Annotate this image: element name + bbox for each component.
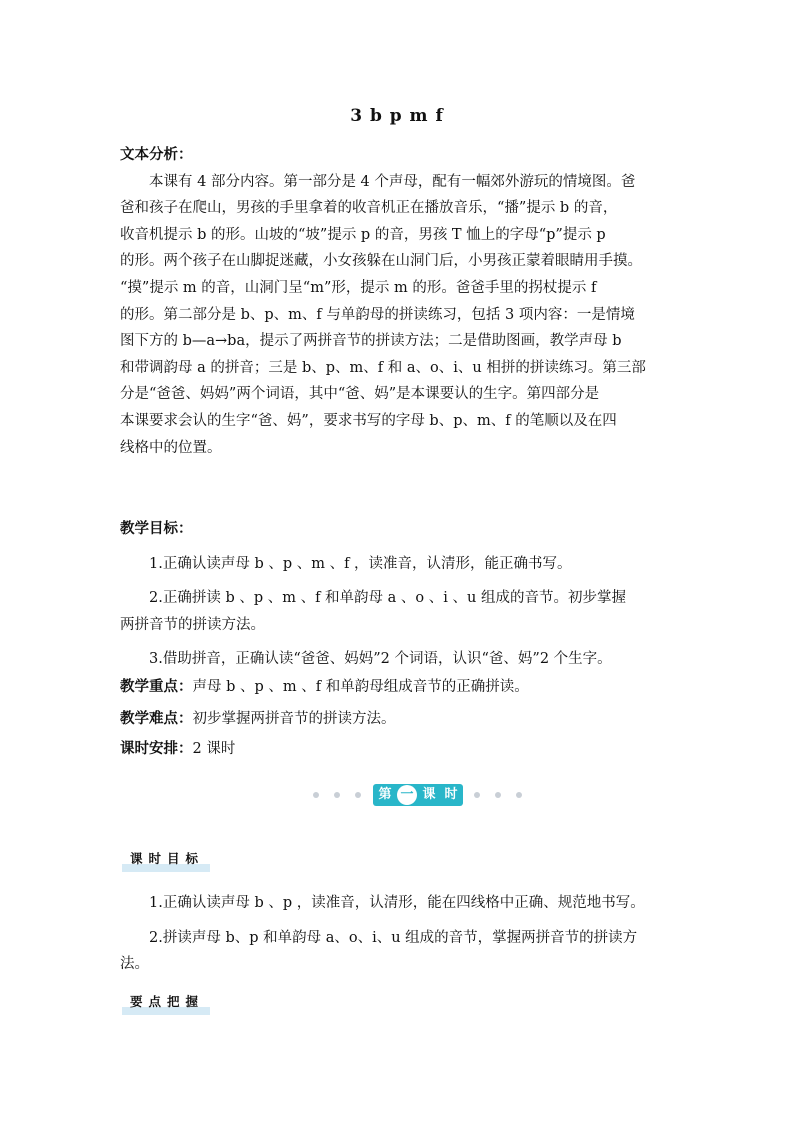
analysis-line: 线格中的位置。 bbox=[120, 439, 222, 456]
lesson-goal-item: 法。 bbox=[120, 956, 149, 973]
first-lesson-label bbox=[373, 784, 463, 806]
schedule-row bbox=[120, 736, 676, 763]
key-point-label: 教学重点： bbox=[120, 678, 193, 695]
analysis-line: 本课要求会认的生字“爸、妈”，要求书写的字母 b、p、m、f 的笔顺以及在四 bbox=[120, 412, 617, 429]
goal-item: 2.正确拼读 b 、p 、m 、f 和单韵母 a 、o 、i 、u 组成的音节。初步掌握 bbox=[149, 590, 626, 607]
banner-char: 一 bbox=[397, 785, 417, 805]
schedule-label: 课时安排： bbox=[120, 740, 193, 757]
decorative-dot bbox=[355, 792, 361, 798]
first-lesson-banner bbox=[0, 782, 794, 808]
key-points-tag-text: 要点把握 bbox=[130, 994, 205, 1009]
decorative-dot bbox=[474, 792, 480, 798]
text-analysis-section bbox=[120, 142, 676, 461]
analysis-line: 的形。两个孩子在山脚捉迷藏，小女孩躲在山洞门后，小男孩正蒙着眼睛用手摸。 bbox=[120, 253, 642, 270]
analysis-line: 爸和孩子在爬山，男孩的手里拿着的收音机正在播放音乐，“播”提示 b 的音， bbox=[120, 200, 618, 217]
key-points-tag bbox=[122, 991, 210, 1015]
decorative-dot bbox=[516, 792, 522, 798]
banner-char: 第 bbox=[378, 787, 392, 802]
analysis-line: “摸”提示 m 的音，山洞门呈“m”形，提示 m 的形。爸爸手里的拐杖提示 f bbox=[120, 279, 597, 296]
analysis-line: 本课有 4 部分内容。第一部分是 4 个声母，配有一幅郊外游玩的情境图。爸 bbox=[149, 173, 636, 190]
difficulty-label: 教学难点： bbox=[120, 710, 193, 727]
lesson-goals-tag bbox=[122, 848, 210, 872]
analysis-line: 收音机提示 b 的形。山坡的“坡”提示 p 的音，男孩 T 恤上的字母“p”提示 p bbox=[120, 226, 606, 243]
lesson-title: 3 b p m f bbox=[350, 106, 444, 126]
analysis-line: 图下方的 b—a→ba，提示了两拼音节的拼读方法；二是借助图画，教学声母 b bbox=[120, 333, 622, 350]
goal-item: 1.正确认读声母 b 、p 、m 、f ，读准音，认清形，能正确书写。 bbox=[149, 555, 572, 572]
analysis-line: 的形。第二部分是 b、p、m、f 与单韵母的拼读练习，包括 3 项内容：一是情境 bbox=[120, 306, 635, 323]
goal-item: 两拼音节的拼读方法。 bbox=[120, 616, 265, 633]
decorative-dot bbox=[495, 792, 501, 798]
lesson-goal-item: 1.正确认读声母 b 、p ，读准音，认清形，能在四线格中正确、规范地书写。 bbox=[149, 895, 645, 911]
decorative-dot bbox=[334, 792, 340, 798]
key-point-text: 声母 b 、p 、m 、f 和单韵母组成音节的正确拼读。 bbox=[192, 679, 529, 695]
analysis-line: 分是“爸爸、妈妈”两个词语，其中“爸、妈”是本课要认的生字。第四部分是 bbox=[120, 386, 600, 403]
teaching-goals-section bbox=[120, 516, 676, 673]
banner-char: 时 bbox=[444, 787, 458, 802]
key-point-row bbox=[120, 674, 676, 701]
analysis-line: 和带调韵母 a 的拼音；三是 b、p、m、f 和 a、o、i、u 相拼的拼读练习。第三部 bbox=[120, 359, 646, 376]
lesson-goal-item: 2.拼读声母 b、p 和单韵母 a、o、i、u 组成的音节，掌握两拼音节的拼读方 bbox=[149, 929, 638, 946]
schedule-text: 2 课时 bbox=[192, 741, 236, 757]
difficulty-row bbox=[120, 706, 676, 733]
text-analysis-heading: 文本分析： bbox=[120, 146, 193, 163]
lesson-goals-tag-text: 课时目标 bbox=[130, 851, 205, 866]
lesson-goals-section bbox=[120, 890, 676, 978]
decorative-dot bbox=[313, 792, 319, 798]
banner-char: 课 bbox=[422, 787, 436, 802]
teaching-goals-heading: 教学目标： bbox=[120, 520, 193, 537]
difficulty-text: 初步掌握两拼音节的拼读方法。 bbox=[192, 711, 396, 727]
goal-item: 3.借助拼音，正确认读“爸爸、妈妈”2 个词语，认识“爸、妈”2 个生字。 bbox=[149, 651, 612, 668]
